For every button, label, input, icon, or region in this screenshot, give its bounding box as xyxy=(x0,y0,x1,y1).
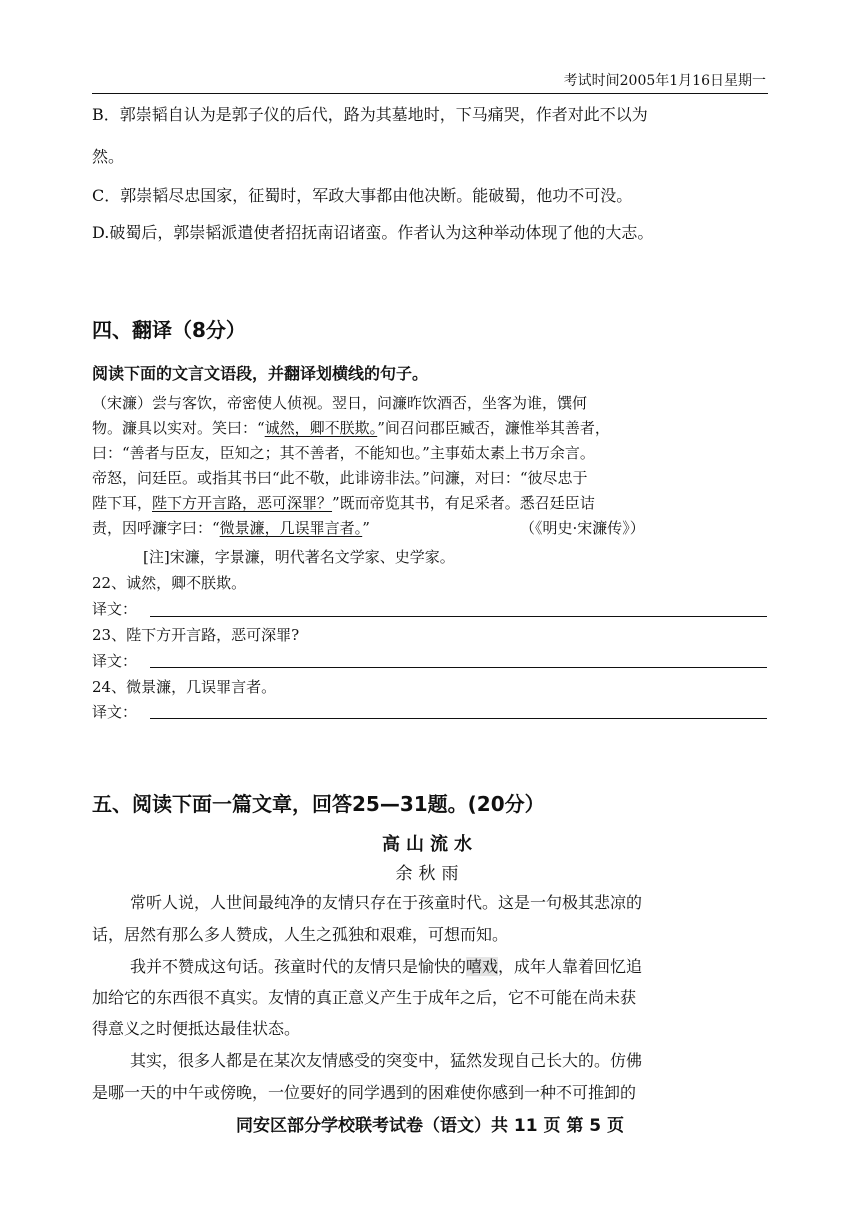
para2-line2: 加给它的东西很不真实。友情的真正意义产生于成年之后，它不可能在尚未获 xyxy=(92,988,637,1007)
passage-line-2 xyxy=(92,417,610,438)
para1-line1: 常听人说，人世间最纯净的友情只存在于孩童时代。这是一句极其悲凉的 xyxy=(130,893,643,912)
section4-instruction: 阅读下面的文言文语段，并翻译划横线的句子。 xyxy=(92,364,429,383)
answer-label-24: 译文： xyxy=(92,703,138,721)
para2-line1 xyxy=(130,954,642,977)
answer-label-23: 译文： xyxy=(92,652,138,670)
option-c: C．郭崇韬尽忠国家，征蜀时，军政大事都由他决断。能破蜀，他功不可没。 xyxy=(92,186,633,205)
article-text: ，成年人靠着回忆追 xyxy=(498,957,643,976)
exam-time-header: 考试时间2005年1月16日星期一 xyxy=(563,73,766,89)
para2-line3: 得意义之时便抵达最佳状态。 xyxy=(92,1019,301,1038)
header-rule xyxy=(92,93,768,94)
section5-heading: 五、阅读下面一篇文章，回答25—31题。(20分） xyxy=(92,792,545,816)
underlined-sentence-24: 微景濂，几误罪言者。 xyxy=(219,519,363,537)
passage-line-5 xyxy=(92,492,595,513)
underlined-sentence-22: 诚然，卿不朕欺。 xyxy=(264,419,378,437)
para3-line1: 其实，很多人都是在某次友情感受的突变中，猛然发现自己长大的。仿佛 xyxy=(130,1051,643,1070)
passage-line-4: 帝怒，问廷臣。或指其书曰“此不敬，此诽谤非法。”问濂，对曰：“彼尽忠于 xyxy=(92,469,588,487)
passage-text: ” xyxy=(362,519,370,537)
answer-line-24[interactable] xyxy=(150,718,767,719)
highlighted-word: 嘻戏 xyxy=(466,957,499,976)
answer-label-22: 译文： xyxy=(92,600,138,618)
option-b-line1: B．郭崇韬自认为是郭子仪的后代，路为其墓地时，下马痛哭，作者对此不以为 xyxy=(92,105,648,124)
passage-text: ”间召问郡臣臧否，濂惟举其善者， xyxy=(377,419,610,437)
question-23: 23、陛下方开言路，恶可深罪? xyxy=(92,626,300,644)
answer-line-22[interactable] xyxy=(150,616,767,617)
passage-text: 物。濂具以实对。笑曰：“ xyxy=(92,419,265,437)
passage-text: 责，因呼濂字曰：“ xyxy=(92,519,220,537)
passage-line-6 xyxy=(92,517,370,538)
passage-note: [注]宋濂，字景濂，明代著名文学家、史学家。 xyxy=(143,548,455,566)
answer-line-23[interactable] xyxy=(150,667,767,668)
article-title: 高山流水 xyxy=(382,834,478,855)
passage-line-1: （宋濂）尝与客饮，帝密使人侦视。翌日，问濂昨饮酒否，坐客为谁，馔何 xyxy=(92,394,588,412)
section4-heading: 四、翻译（8分） xyxy=(92,318,246,342)
para1-line2: 话，居然有那么多人赞成，人生之孤独和艰难，可想而知。 xyxy=(92,925,509,944)
question-24: 24、微景濂，几误罪言者。 xyxy=(92,678,277,696)
underlined-sentence-23: 陛下方开言路，恶可深罪？ xyxy=(152,494,333,512)
passage-source: （《明史·宋濂传》） xyxy=(520,519,645,537)
question-22: 22、诚然，卿不朕欺。 xyxy=(92,574,247,592)
option-d: D.破蜀后，郭崇韬派遣使者招抚南诏诸蛮。作者认为这种举动体现了他的大志。 xyxy=(92,223,654,242)
passage-text: 陛下耳， xyxy=(92,494,153,512)
option-b-line2: 然。 xyxy=(92,147,125,166)
article-text: 我并不赞成这句话。孩童时代的友情只是愉快的 xyxy=(130,957,467,976)
passage-line-3: 曰：“善者与臣友，臣知之；其不善者，不能知也。”主事茹太素上书万余言。 xyxy=(92,444,595,462)
passage-text: ”既而帝览其书，有足采者。悉召廷臣诘 xyxy=(332,494,595,512)
article-author: 余秋雨 xyxy=(395,864,465,884)
para3-line2: 是哪一天的中午或傍晚，一位要好的同学遇到的困难使你感到一种不可推卸的 xyxy=(92,1083,637,1102)
page-footer: 同安区部分学校联考试卷（语文）共 11 页 第 5 页 xyxy=(235,1116,625,1136)
